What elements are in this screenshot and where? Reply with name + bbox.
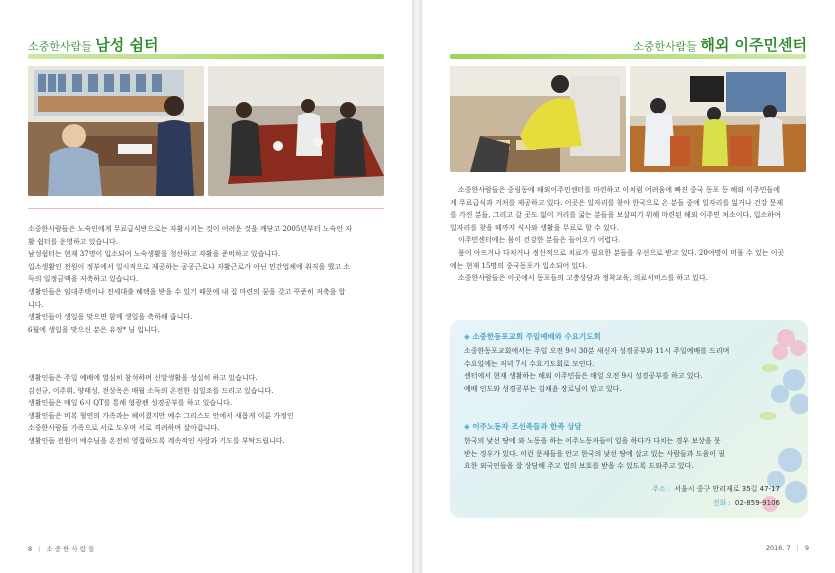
text-line: 생활인들은 주일 예배에 열심히 참석하며 신앙생활을 성실히 하고 있습니다. bbox=[28, 374, 258, 382]
shelter-paragraph-2 bbox=[28, 372, 384, 448]
title-underline bbox=[28, 54, 384, 59]
text-line: 소중한사람들은 이곳에서 동포들의 고충상담과 정착교육, 의료서비스를 하고 있다. bbox=[458, 274, 708, 283]
text-line: 생활인들이 생일을 맞으면 함께 생일을 축하해 줍니다. bbox=[28, 313, 193, 322]
divider-line bbox=[28, 208, 384, 209]
address-value: 서울시 중구 만리재로 35길 47-17 bbox=[674, 485, 780, 493]
text-line: 니다. bbox=[28, 300, 44, 309]
migrant-center-paragraph bbox=[450, 184, 810, 285]
section-title-small: 소중한사람들 bbox=[633, 40, 697, 53]
text-line: 수요일에는 저녁 7시 수요기도회로 모인다. bbox=[464, 359, 595, 368]
text-line: 6월에 생일을 맞으신 분은 유정* 님 입니다. bbox=[28, 325, 160, 334]
text-line: 소중한사람들은 노숙인에게 무료급식반으로는 자활시키는 것이 어려운 것을 깨닫고 2005년부터 노숙인 자 bbox=[28, 225, 353, 233]
section-title-migrant-center bbox=[633, 34, 807, 55]
address-label: 주소 : bbox=[652, 485, 671, 493]
text-line: 한국의 낯선 땅에 와 노동을 하는 이주노동자들이 일을 하다가 다치는 경우 보상을 못 bbox=[464, 437, 721, 445]
section-title-big: 남성 쉼터 bbox=[95, 36, 159, 54]
right-page bbox=[422, 0, 835, 573]
text-line: 소중한사람들 가족으로 서로 도우며 서로 격려하며 살아갑니다. bbox=[28, 424, 220, 433]
shelter-paragraph-1 bbox=[28, 223, 384, 336]
photo-shelter-meal bbox=[208, 66, 384, 196]
phone-value: 02-859-9106 bbox=[734, 499, 780, 507]
text-line: 를 가진 분들, 그리고 갈 곳도 없이 거리를 굶는 분들을 보살피기 위해 마련된 해외 이주민 처소이다. 입소하여 bbox=[450, 211, 781, 220]
section-title-small: 소중한사람들 bbox=[28, 40, 92, 53]
phone-label: 전화 : bbox=[712, 499, 731, 507]
text-line: 센터에서 현재 생활하는 해외 이주민들은 매일 오전 9시 성경공부를 하고 있다. bbox=[464, 372, 703, 380]
phone-line bbox=[713, 498, 780, 508]
photo-tv-room bbox=[630, 66, 806, 172]
text-line: 받는 경우가 있다. 이런 문제들을 안고 한국의 낯선 땅에 살고 있는 사람들과 도움이 필 bbox=[464, 449, 726, 458]
title-underline bbox=[450, 54, 806, 59]
text-line: 생활인들은 임대주택이나 전세대출 혜택을 받을 수 있기 때문에 내 집 마련의 꿈을 갖고 꾸준히 저축을 합 bbox=[28, 287, 346, 296]
address-line bbox=[652, 484, 780, 494]
section-title-shelter bbox=[28, 34, 158, 55]
text-line: 에는 현재 15명의 중국동포가 입소되어 있다. bbox=[450, 261, 588, 270]
text-line: 소중한사람들은 중림동에 해외이주민센터를 마련하고 이처럼 어려움에 빠진 중국 동포 등 해외 이주민들에 bbox=[458, 186, 781, 194]
issue-date: 2016. 7 bbox=[765, 544, 791, 552]
text-line: 입소생활인 전원이 정부에서 일시적으로 제공하는 공공근로나 자활근로가 아닌 민간업체에 취직을 했고 소 bbox=[28, 262, 351, 271]
text-line: 생활인들은 매일 6시 QT를 통해 형광펜 성경공부를 하고 있습니다. bbox=[28, 399, 232, 408]
info-box bbox=[450, 320, 808, 518]
text-line: 요한 외국인들을 잘 상담해 주고 법의 보호를 받을 수 있도록 도와주고 있다. bbox=[464, 462, 694, 470]
text-line: 예배 인도와 성경공부는 김채윤 장로님이 맡고 있다. bbox=[464, 384, 622, 393]
text-line: 생활인들 전원이 예수님을 온전히 영접하도록 계속적인 사랑과 기도를 부탁드립니다. bbox=[28, 436, 285, 445]
text-line: 활 쉼터를 운영하고 있습니다. bbox=[28, 237, 119, 246]
text-line: 득의 일정금액을 저축하고 있습니다. bbox=[28, 275, 139, 284]
left-footer: 8 | 소 중 한 사 람 들 bbox=[28, 545, 95, 553]
text-line: 김선규, 이주휘, 양태성, 전상옥은 매월 소득의 온전한 십일조를 드리고 있습니다. bbox=[28, 386, 274, 395]
box-text-worship bbox=[464, 345, 764, 395]
page-gutter bbox=[412, 0, 422, 573]
text-line: 소중한동포교회에서는 주일 오전 9시 30분 새신자 성경공부와 11시 주일예배를 드리며 bbox=[464, 347, 730, 355]
right-footer: 2016. 7 | 9 bbox=[765, 544, 809, 552]
text-line: 일자리를 찾을 때까지 식사와 생활을 무료로 할 수 있다. bbox=[450, 223, 619, 232]
box-heading-worship: ◈ 소중한동포교회 주일예배와 수요기도회 bbox=[464, 332, 601, 341]
publication-name: 소 중 한 사 람 들 bbox=[46, 545, 95, 553]
box-heading-counseling: ◈ 이주노동자 조선족들과 한족 상담 bbox=[464, 422, 582, 431]
text-line: 몸이 아프거나 다치거나 정신적으로 치료가 필요한 분들을 우선으로 받고 있다. 20여명이 머물 수 있는 이곳 bbox=[458, 248, 785, 257]
page-number-right: 9 bbox=[804, 544, 809, 552]
text-line: 남성쉼터는 현재 37명이 입소되어 노숙생활을 청산하고 자활을 준비하고 있습니다. bbox=[28, 250, 281, 259]
box-text-counseling bbox=[464, 435, 764, 473]
text-line: 생활인들은 비록 혈연의 가족과는 헤어졌지만 예수 그리스도 안에서 새롭게 이룬 가정인 bbox=[28, 411, 294, 420]
left-page bbox=[0, 0, 412, 573]
photo-bible-study bbox=[28, 66, 204, 196]
text-line: 게 무료급식과 거처를 제공하고 있다. 이곳은 일자리를 찾아 한국으로 온 분들 중에 일자리를 잃거나 건강 문제 bbox=[450, 198, 784, 207]
photo-food-serving bbox=[450, 66, 626, 172]
section-title-big: 해외 이주민센터 bbox=[700, 36, 807, 54]
text-line: 이주민센터에는 몸이 건강한 분들은 들어오기 어렵다. bbox=[458, 236, 621, 245]
page-number-left: 8 bbox=[28, 545, 33, 553]
